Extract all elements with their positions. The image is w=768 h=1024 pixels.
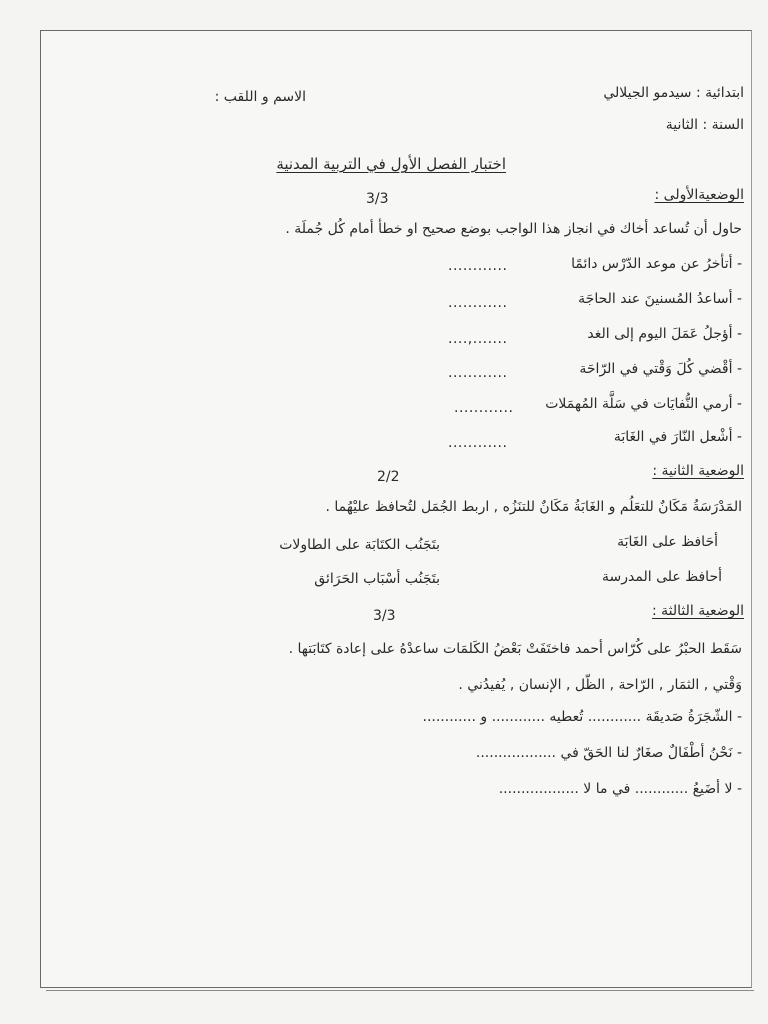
section-3-score: 3/3 bbox=[373, 608, 396, 624]
section-1-instruction: حاول أن تُساعد أخاك في انجاز هذا الواجب بوضع صحيح او خطأ أمام كُل جُملَة . bbox=[285, 221, 742, 237]
section-2-instruction: المَدْرَسَةُ مَكَانٌ للتعَلُم و الغَابَةُ مَكَانٌ للتنَزُه , اربط الجُمَل لتُحافظ عليْهُما . bbox=[325, 499, 742, 515]
name-label: الاسم و اللقب : bbox=[214, 89, 306, 105]
section-1-score: 3/3 bbox=[366, 191, 389, 207]
answer-blank-5[interactable]: ............ bbox=[454, 400, 514, 416]
match-right-2[interactable]: أحافظ على المدرسة bbox=[602, 569, 722, 585]
answer-blank-2[interactable]: ............ bbox=[448, 295, 508, 311]
school-name: ابتدائية : سيدمو الجيلالي bbox=[603, 85, 744, 101]
match-left-2[interactable]: بتَجَنُب أسْبَاب الحَرَائق bbox=[314, 571, 440, 587]
section-3-heading: الوضعية الثالثة : bbox=[651, 603, 744, 619]
statement-6: - أشْعل النّارَ في الغَابَة bbox=[613, 429, 742, 445]
section-3-instruction: سَقَط الحبْرُ على كُرّاس أحمد فاختَفَتْ بَعْضُ الكَلمَات ساعدْهُ على إعادة كتَابَتها . bbox=[288, 641, 742, 657]
answer-blank-1[interactable]: ............ bbox=[448, 258, 508, 274]
section-1-heading: الوضعيةالأولى : bbox=[654, 187, 744, 203]
statement-5: - أرمي النُّفايَات في سَلَّة المُهمَلات bbox=[545, 396, 742, 412]
fill-sentence-2[interactable]: - نَحْنُ أطْفَالٌ صغَارٌ لنا الحَقّ في .................. bbox=[475, 745, 742, 761]
match-right-1[interactable]: أحَافظ على الغَابَة bbox=[617, 534, 718, 550]
exam-title: اختبار الفصل الأول في التربية المدنية bbox=[276, 155, 506, 173]
match-left-1[interactable]: بتَجَنُب الكتَابَة على الطاولات bbox=[279, 537, 440, 553]
school-year: السنة : الثانية bbox=[665, 117, 744, 133]
statement-2: - أساعدُ المُسنينَ عند الحاجَة bbox=[578, 291, 742, 307]
section-2-heading: الوضعية الثانية : bbox=[652, 463, 744, 479]
statement-4: - أقْضي كُلَ وَقْتي في الرّاحَة bbox=[579, 361, 742, 377]
fill-sentence-3[interactable]: - لا أضَيعُ ............ في ما لا .................. bbox=[498, 781, 742, 797]
fill-sentence-1[interactable]: - الشّجَرَةُ صَديقَة ............ تُعطيه ............ و ............ bbox=[422, 709, 742, 725]
answer-blank-4[interactable]: ............ bbox=[448, 365, 508, 381]
answer-blank-3[interactable]: ....,....... bbox=[448, 331, 508, 347]
answer-blank-6[interactable]: ............ bbox=[448, 435, 508, 451]
section-2-score: 2/2 bbox=[377, 469, 400, 485]
page-bottom-border bbox=[46, 990, 754, 991]
word-bank: وَقْتي , الثمَار , الرّاحة , الظّل , الإنسان , يُفيدُني . bbox=[458, 677, 742, 693]
statement-1: - أتأخرُ عن موعد الدّرْس دائمًا bbox=[571, 256, 742, 272]
statement-3: - أؤجلُ عَمَلَ اليوم إلى الغد bbox=[587, 326, 742, 342]
